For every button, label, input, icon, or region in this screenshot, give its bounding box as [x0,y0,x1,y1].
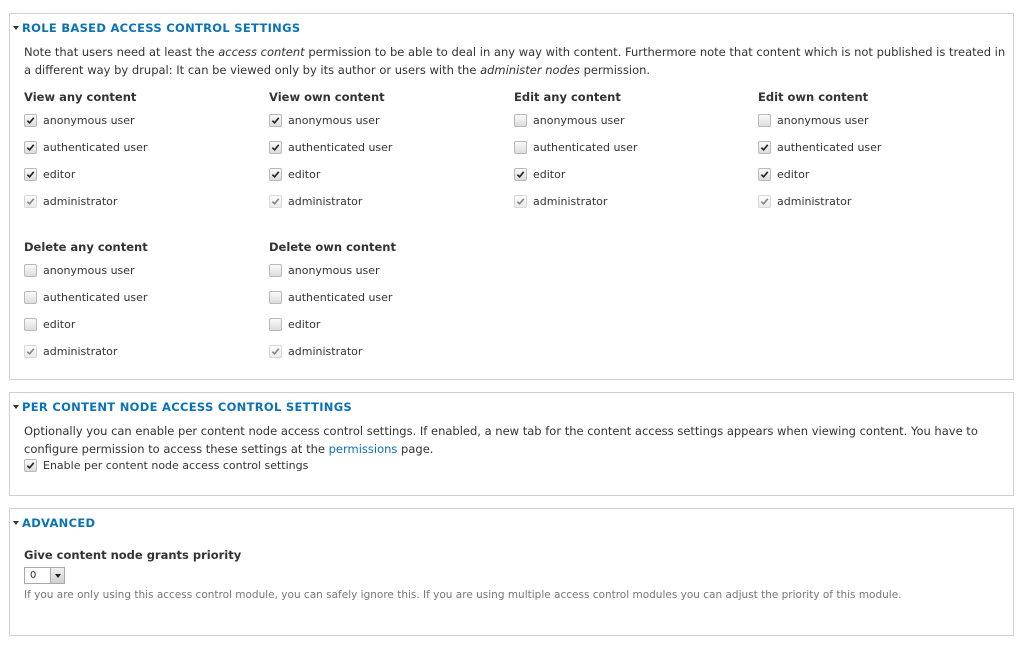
permission-row-editor[interactable] [758,161,998,188]
permission-checkbox[interactable] [758,168,771,181]
rbac-description [24,43,1009,79]
permission-group-title: Delete own content [269,240,396,254]
permission-group-title: View any content [24,90,137,104]
permission-checkbox [24,195,37,208]
permissions-link[interactable]: permissions [328,442,398,456]
permission-checkbox[interactable] [514,114,527,127]
permission-label: anonymous user [288,264,380,277]
permission-row-administrator[interactable] [269,188,509,215]
permission-checkbox [269,345,282,358]
permission-checkbox [514,195,527,208]
permission-row-administrator[interactable] [24,338,264,365]
permission-row-administrator[interactable] [514,188,754,215]
grants-priority-value: 0 [30,570,37,581]
permission-group-view-any-content [24,87,264,215]
rbac-desc-emphasis-access-content: access content [218,45,305,59]
permission-checkbox[interactable] [24,141,37,154]
enable-node-access-row[interactable] [24,455,308,475]
permission-row-editor[interactable] [24,161,264,188]
permission-label: editor [533,168,566,181]
enable-node-access-label: Enable per content node access control settings [43,458,309,472]
permission-checkbox[interactable] [24,168,37,181]
permission-row-editor[interactable] [269,161,509,188]
permission-label: authenticated user [43,141,148,154]
permission-group-view-own-content [269,87,509,215]
permission-row-anonymous-user[interactable] [758,107,998,134]
permission-checkbox[interactable] [24,318,37,331]
permission-row-authenticated-user[interactable] [514,134,754,161]
permission-label: administrator [43,345,118,358]
select-dropdown-button[interactable] [50,568,64,583]
advanced-legend-toggle[interactable] [13,516,95,530]
rbac-desc-part2: permission to be able to deal in any way with content. Furthermore note that content which is not published is treated in a different way by drupal: It can be viewed only by its author or users with the [24,45,1006,77]
permission-label: anonymous user [43,264,135,277]
collapse-triangle-icon [13,26,19,30]
permission-checkbox [758,195,771,208]
rbac-desc-part3: permission. [579,63,651,77]
permission-checkbox [269,195,282,208]
chevron-down-icon [55,574,61,578]
permission-checkbox[interactable] [758,114,771,127]
permission-row-anonymous-user[interactable] [24,107,264,134]
permission-group-title: Delete any content [24,240,148,254]
permission-label: administrator [288,345,363,358]
permission-checkbox[interactable] [514,141,527,154]
permission-label: authenticated user [288,291,393,304]
permission-label: anonymous user [43,114,135,127]
advanced-fieldset [9,508,1014,636]
permission-label: editor [43,318,76,331]
permission-checkbox[interactable] [758,141,771,154]
permission-checkbox[interactable] [514,168,527,181]
permission-checkbox[interactable] [24,114,37,127]
permission-group-title: Edit own content [758,90,869,104]
permission-checkbox[interactable] [24,264,37,277]
permission-label: anonymous user [533,114,625,127]
permission-row-authenticated-user[interactable] [24,134,264,161]
permission-label: editor [288,168,321,181]
permission-checkbox[interactable] [269,141,282,154]
node-legend-label: PER CONTENT NODE ACCESS CONTROL SETTINGS [22,400,353,414]
permission-row-administrator[interactable] [758,188,998,215]
enable-node-access-checkbox[interactable] [24,459,37,472]
permission-row-anonymous-user[interactable] [269,107,509,134]
permission-row-authenticated-user[interactable] [269,284,509,311]
permission-group-edit-any-content [514,87,754,215]
permission-group-title: View own content [269,90,385,104]
collapse-triangle-icon [13,405,19,409]
permission-label: authenticated user [288,141,393,154]
permission-checkbox [24,345,37,358]
advanced-legend-label: ADVANCED [22,516,96,530]
permission-label: authenticated user [777,141,882,154]
permission-label: anonymous user [777,114,869,127]
permission-group-edit-own-content [758,87,998,215]
permission-label: administrator [777,195,852,208]
permission-label: authenticated user [533,141,638,154]
permission-label: editor [777,168,810,181]
permission-row-administrator[interactable] [24,188,264,215]
permission-row-authenticated-user[interactable] [269,134,509,161]
permission-row-anonymous-user[interactable] [24,257,264,284]
permission-group-title: Edit any content [514,90,621,104]
permission-row-editor[interactable] [269,311,509,338]
permission-label: editor [43,168,76,181]
permission-group-delete-any-content [24,237,264,365]
permission-row-administrator[interactable] [269,338,509,365]
rbac-desc-emphasis-administer-nodes: administer nodes [480,63,580,77]
permission-row-anonymous-user[interactable] [269,257,509,284]
permission-row-anonymous-user[interactable] [514,107,754,134]
permission-row-authenticated-user[interactable] [758,134,998,161]
permission-row-editor[interactable] [24,311,264,338]
permission-checkbox[interactable] [269,291,282,304]
permission-group-delete-own-content [269,237,509,365]
rbac-legend-label: ROLE BASED ACCESS CONTROL SETTINGS [22,21,301,35]
permission-label: editor [288,318,321,331]
collapse-triangle-icon [13,521,19,525]
permission-row-editor[interactable] [514,161,754,188]
permission-label: administrator [43,195,118,208]
rbac-fieldset [9,13,1014,380]
grants-priority-title: Give content node grants priority [24,548,242,562]
permission-checkbox[interactable] [24,291,37,304]
permission-row-authenticated-user[interactable] [24,284,264,311]
permission-label: administrator [533,195,608,208]
node-legend-toggle[interactable] [13,400,352,414]
node-desc-part1: Optionally you can enable per content node access control settings. If enabled, a new tab for the content access settings appears when viewing content. You have to configure permission to access these settings at the [24,424,978,456]
permission-label: anonymous user [288,114,380,127]
node-access-fieldset [9,392,1014,496]
node-desc-part2: page. [397,442,434,456]
node-description [24,422,1009,458]
permission-checkbox[interactable] [269,114,282,127]
rbac-desc-part1: Note that users need at least the [24,45,219,59]
permission-checkbox[interactable] [269,168,282,181]
grants-priority-select[interactable] [24,567,65,584]
grants-priority-help: If you are only using this access control module, you can safely ignore this. If you are using multiple access control modules you can adjust the priority of this module. [24,589,902,601]
permission-checkbox[interactable] [269,318,282,331]
permission-label: administrator [288,195,363,208]
rbac-legend-toggle[interactable] [13,21,300,35]
permission-label: authenticated user [43,291,148,304]
permission-checkbox[interactable] [269,264,282,277]
